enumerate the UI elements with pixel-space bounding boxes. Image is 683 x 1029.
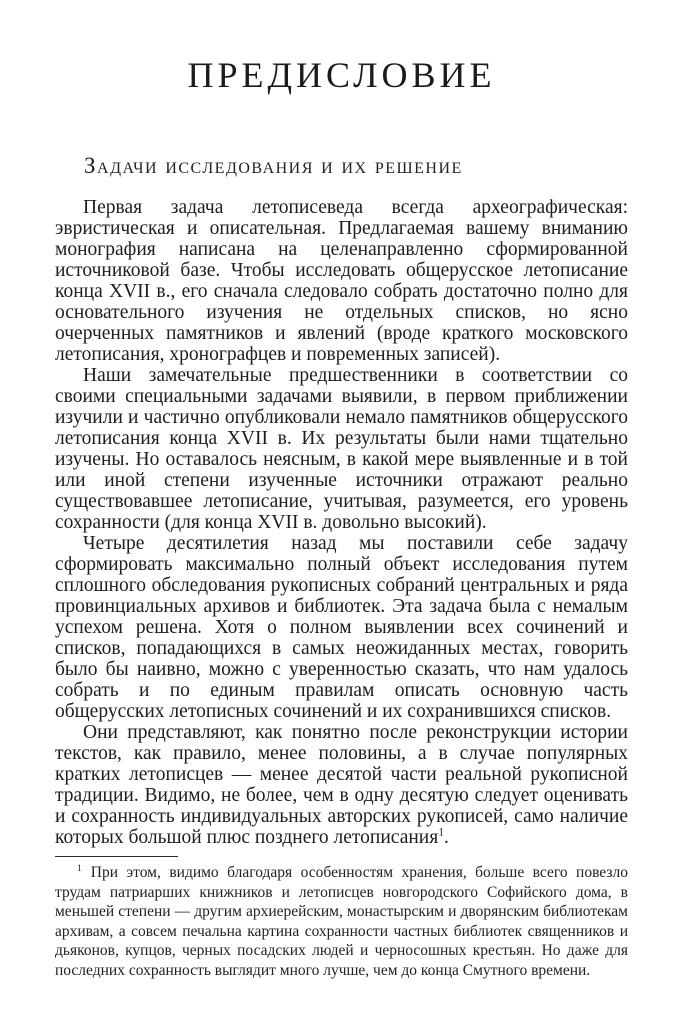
- section-heading: Задачи исследования и их решение: [84, 153, 463, 178]
- paragraph-4: [55, 722, 628, 848]
- body-text: [55, 197, 628, 848]
- footnote-reference: 1: [438, 825, 445, 839]
- footnote: [55, 863, 628, 980]
- paragraph-2: Наши замечательные предшественники в соответствии со своими специальными задачами выявили, в первом приближении изучили и частично опубликовали немало памятников общерусского летописания конца XVII в. Их результаты были нами тщательно изучены. Но оставалось неясным, в какой мере выявленные и в той или иной степени изученные источники отражают реально существовавшее летописание, учитывая, разумеется, его уровень сохранности (для конца XVII в. довольно высокий).: [55, 365, 628, 533]
- footnote-marker: 1: [77, 862, 82, 874]
- paragraph-4-suffix: .: [444, 827, 449, 848]
- footnote-divider: [55, 856, 178, 857]
- page-title: ПРЕДИСЛОВИЕ: [187, 55, 496, 95]
- footnote-text: [55, 863, 628, 980]
- paragraph-3: Четыре десятилетия назад мы поставили себе задачу сформировать максимально полный объект исследования путем сплошного обследования рукописных собраний центральных и ряда провинциальных архивов и библиотек. Эта задача была с немалым успехом решена. Хотя о полном выявлении всех сочинений и списков, попадающихся в самых неожиданных местах, говорить было бы наивно, можно с уверенностью сказать, что нам удалось собрать и по единым правилам описать основную часть общерусских летописных сочинений и их сохранившихся списков.: [55, 533, 628, 722]
- footnote-body: При этом, видимо благодаря особенностям хранения, больше всего повезло трудам патриарших книжников и летописцев новгородского Софийского дома, в меньшей степени — другим архиерейским, монастырским и дворянским библиотекам архивам, а совсем печальна картина сохранности частных библиотек священников и дьяконов, купцов, черных посадских людей и черносошных крестьян. Но даже для последних сохранность выглядит много лучше, чем до конца Смутного времени.: [55, 864, 628, 979]
- paragraph-4-text: Они представляют, как понятно после реконструкции истории текстов, как правило, менее половины, а в случае популярных кратких летописцев — менее десятой части реальной рукописной традиции. Видимо, не более, чем в одну десятую следует оценивать и сохранность индивидуальных авторских рукописей, само наличие которых большой плюс позднего летописания: [55, 722, 628, 848]
- paragraph-1: Первая задача летописеведа всегда археографическая: эвристическая и описательная. Предлагаемая вашему вниманию монография написана на целенаправленно сформированной источниковой базе. Чтобы исследовать общерусское летописание конца XVII в., его сначала следовало собрать достаточно полно для основательного изучения не отдельных списков, но ясно очерченных памятников и явлений (вроде краткого московского летописания, хронографцев и повременных записей).: [55, 197, 628, 365]
